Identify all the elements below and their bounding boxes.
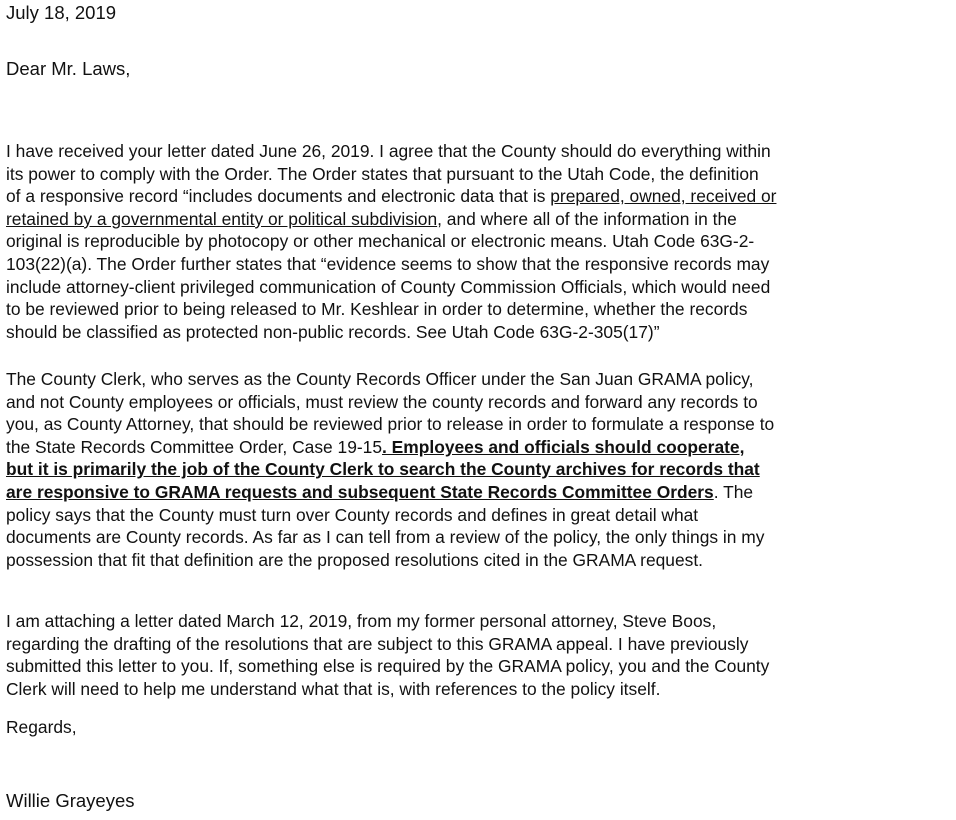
p1-underlined: prepared, owned, received or xyxy=(550,186,777,207)
paragraph-1 xyxy=(6,140,776,343)
p1-line: should be classified as protected non-public records. See Utah Code 63G-2-305(17)” xyxy=(6,321,660,342)
p2-line: The County Clerk, who serves as the County Records Officer under the San Juan GRAMA policy, xyxy=(6,369,754,389)
p2-text: . The xyxy=(713,481,754,502)
p1-text: , and where all of the information in the xyxy=(437,208,737,229)
date-text: July 18, 2019 xyxy=(6,2,117,23)
signature-text: Willie Grayeyes xyxy=(6,790,135,811)
p1-text: of a responsive record “includes documents and electronic data that is xyxy=(6,186,551,207)
p1-line xyxy=(6,208,776,231)
p2-line: documents are County records. As far as I can tell from a review of the policy, the only things in my xyxy=(6,527,765,548)
p3-line: I am attaching a letter dated March 12, 2019, from my former personal attorney, Steve Boos, xyxy=(6,611,717,631)
p2-line xyxy=(6,436,774,459)
signature xyxy=(6,790,135,813)
p1-underlined: retained by a governmental entity or political subdivision xyxy=(6,208,438,229)
p2-text: the State Records Committee Order, Case 19-15 xyxy=(6,436,383,457)
p1-line: to be reviewed prior to being released to Mr. Keshlear in order to determine, whether the records xyxy=(6,299,748,320)
p3-line: submitted this letter to you. If, something else is required by the GRAMA policy, you and the County xyxy=(6,656,770,677)
p2-bold-underlined: . Employees and officials should cooperate, xyxy=(382,436,745,457)
salutation xyxy=(6,58,130,81)
p1-line xyxy=(6,185,776,208)
closing-text: Regards, xyxy=(6,717,77,737)
p1-line: 103(22)(a). The Order further states that “evidence seems to show that the responsive records may xyxy=(6,253,770,274)
p2-line: and not County employees or officials, must review the county records and forward any records to xyxy=(6,391,758,412)
p2-bold-underlined: are responsive to GRAMA requests and subsequent State Records Committee Orders xyxy=(6,481,714,502)
p2-line: possession that fit that definition are the proposed resolutions cited in the GRAMA request. xyxy=(6,549,703,570)
p2-line xyxy=(6,481,774,504)
p1-line: original is reproducible by photocopy or other mechanical or electronic means. Utah Code 63G-2- xyxy=(6,231,755,252)
p1-line: I have received your letter dated June 26, 2019. I agree that the County should do everything within xyxy=(6,141,771,161)
salutation-text: Dear Mr. Laws, xyxy=(6,58,131,79)
p3-line: regarding the drafting of the resolutions that are subject to this GRAMA appeal. I have previously xyxy=(6,633,749,654)
letter-date xyxy=(6,2,116,25)
p2-line: you, as County Attorney, that should be reviewed prior to release in order to formulate a response to xyxy=(6,414,775,435)
p2-bold-underlined: but it is primarily the job of the County Clerk to search the County archives for records that xyxy=(6,459,760,480)
p2-line: policy says that the County must turn over County records and defines in great detail what xyxy=(6,504,699,525)
closing xyxy=(6,716,77,739)
p2-line xyxy=(6,458,774,481)
paragraph-2 xyxy=(6,368,774,571)
p3-line: Clerk will need to help me understand what that is, with references to the policy itself. xyxy=(6,678,661,699)
paragraph-3 xyxy=(6,610,769,700)
p1-line: its power to comply with the Order. The Order states that pursuant to the Utah Code, the definition xyxy=(6,163,759,184)
p1-line: include attorney-client privileged communication of County Commission Officials, which would need xyxy=(6,276,771,297)
